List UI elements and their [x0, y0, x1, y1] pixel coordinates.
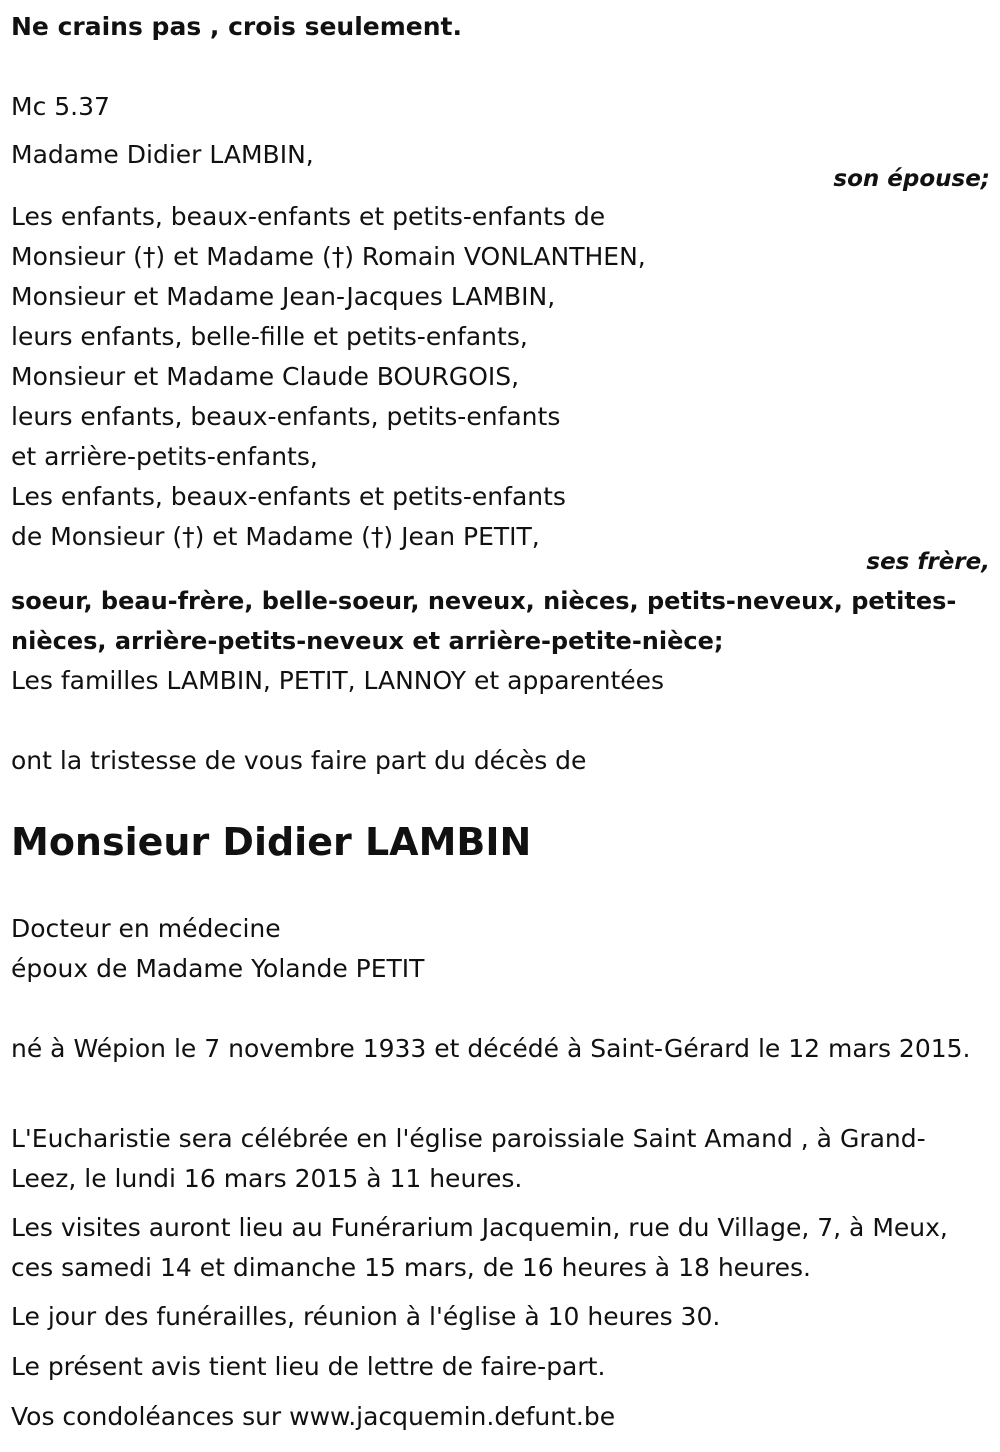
condolences-info: Vos condoléances sur www.jacquemin.defunt.be [11, 1402, 616, 1431]
mass-info: L'Eucharistie sera célébrée en l'église paroissiale Saint Amand , à Grand-Leez, le lundi 16 mars 2015 à 11 heures. [11, 1124, 926, 1193]
family-line: et arrière-petits-enfants, [11, 442, 318, 471]
family-line: de Monsieur (†) et Madame (†) Jean PETIT, [11, 522, 540, 551]
notice-info: Le présent avis tient lieu de lettre de faire-part. [11, 1352, 606, 1381]
verse-heading: Ne crains pas , crois seulement. [11, 12, 462, 41]
visits-info: Les visites auront lieu au Funérarium Jacquemin, rue du Village, 7, à Meux, ces samedi 14 et dimanche 15 mars, de 16 heures à 18 heures. [11, 1213, 948, 1282]
gathering-info: Le jour des funérailles, réunion à l'église à 10 heures 30. [11, 1302, 721, 1331]
family-line: Monsieur et Madame Jean-Jacques LAMBIN, [11, 282, 556, 311]
widow-name: Madame Didier LAMBIN, [11, 140, 314, 169]
families-line: Les familles LAMBIN, PETIT, LANNOY et apparentées [11, 666, 665, 695]
widow-role: son épouse; [833, 166, 990, 192]
deceased-name: Monsieur Didier LAMBIN [11, 820, 532, 864]
spouse-line: époux de Madame Yolande PETIT [11, 954, 425, 983]
family-line: Les enfants, beaux-enfants et petits-enfants de [11, 202, 606, 231]
family-line: Monsieur (†) et Madame (†) Romain VONLANTHEN, [11, 242, 646, 271]
family-line: Monsieur et Madame Claude BOURGOIS, [11, 362, 520, 391]
family-line: leurs enfants, beaux-enfants, petits-enfants [11, 402, 561, 431]
announcement: ont la tristesse de vous faire part du décès de [11, 746, 587, 775]
relations-line: nièces, arrière-petits-neveux et arrière-petite-nièce; [11, 627, 724, 655]
relations-line: soeur, beau-frère, belle-soeur, neveux, nièces, petits-neveux, petites- [11, 587, 957, 615]
family-line: Les enfants, beaux-enfants et petits-enfants [11, 482, 566, 511]
profession: Docteur en médecine [11, 914, 281, 943]
birth-death: né à Wépion le 7 novembre 1933 et décédé à Saint-Gérard le 12 mars 2015. [11, 1034, 971, 1063]
siblings-role: ses frère, [866, 549, 990, 575]
verse-reference: Mc 5.37 [11, 92, 110, 121]
family-line: leurs enfants, belle-fille et petits-enfants, [11, 322, 528, 351]
